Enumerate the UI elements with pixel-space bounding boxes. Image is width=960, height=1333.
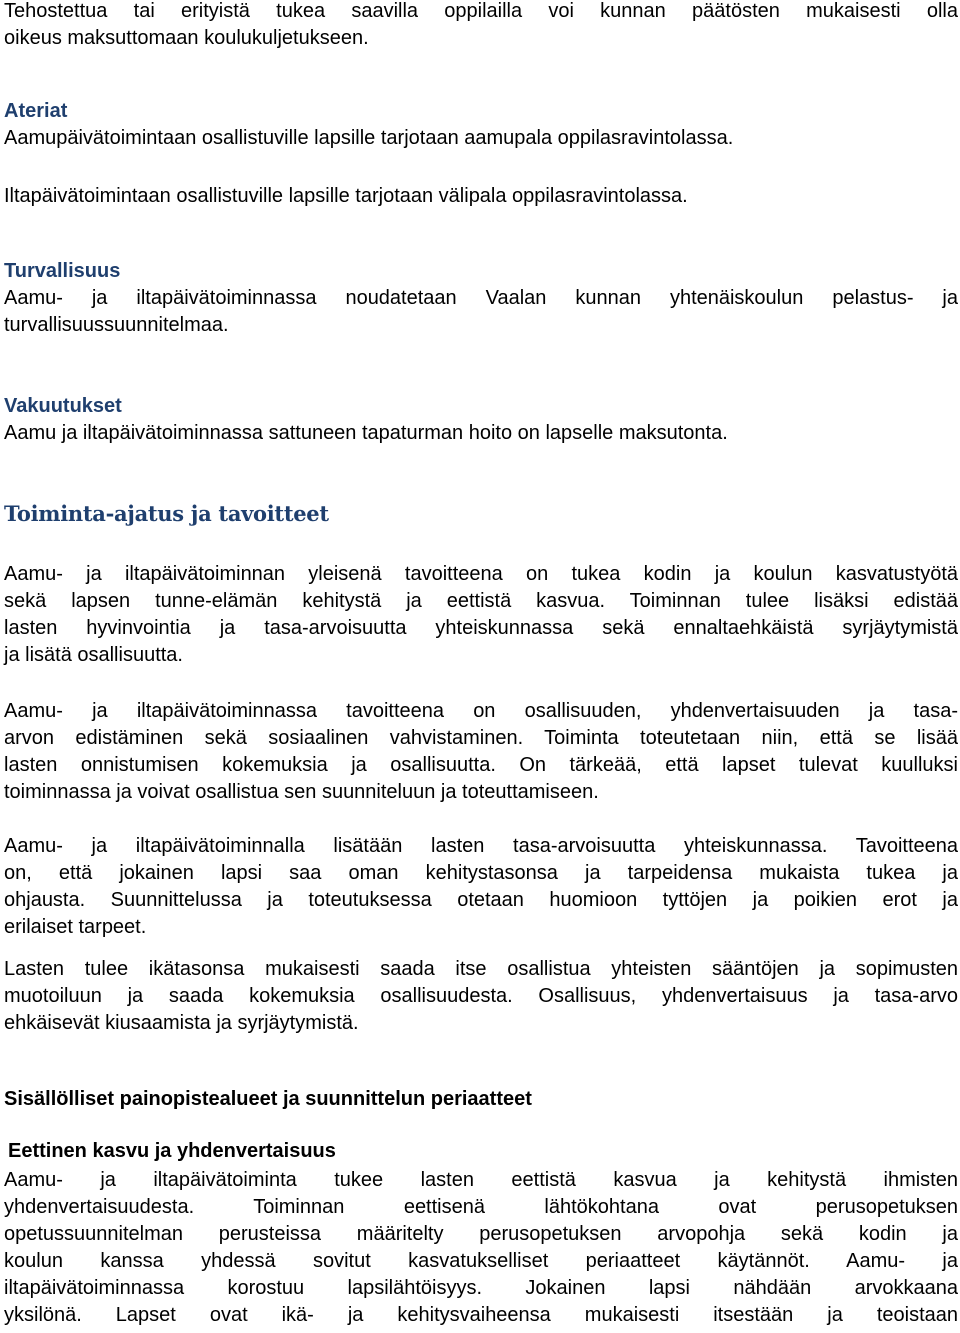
paragraph-line: on, että jokainen lapsi saa oman kehitystasonsa ja tarpeidensa mukaista tukea ja: [4, 862, 958, 884]
paragraph-line: toiminnassa ja voivat osallistua sen suunniteluun ja toteuttamiseen.: [4, 781, 599, 803]
paragraph-line: Aamu- ja iltapäivätoiminnassa tavoitteena on osallisuuden, yhdenvertaisuuden ja tasa-: [4, 700, 958, 722]
ateriat-line: Aamupäivätoimintaan osallistuville lapsille tarjotaan aamupala oppilasravintolassa.: [4, 127, 734, 149]
paragraph-line: ehkäisevät kiusaamista ja syrjäytymistä.: [4, 1012, 359, 1034]
intro-paragraph: [4, 0, 958, 52]
sisallolliset-heading-block: [4, 1086, 958, 1113]
paragraph-line: arvon edistäminen sekä sosiaalinen vahvistaminen. Toiminta toteutetaan niin, että se lisää: [4, 727, 958, 749]
intro-line: oikeus maksuttomaan koulukuljetukseen.: [4, 27, 369, 49]
ateriat-paragraph-2: [4, 183, 958, 210]
turvallisuus-line: Aamu- ja iltapäivätoiminnassa noudatetaan Vaalan kunnan yhtenäiskoulun pelastus- ja: [4, 287, 958, 309]
paragraph-line: iltapäivätoiminnassa korostuu lapsilähtöisyys. Jokainen lapsi nähdään arvokkaana: [4, 1277, 958, 1299]
paragraph-line: Aamu- ja iltapäivätoiminta tukee lasten eettistä kasvua ja kehitystä ihmisten: [4, 1169, 958, 1191]
vakuutukset-section: [4, 393, 958, 447]
paragraph-line: ja lisätä osallisuutta.: [4, 644, 183, 666]
vakuutukset-heading: Vakuutukset: [4, 395, 122, 417]
intro-line: Tehostettua tai erityistä tukea saavilla oppilailla voi kunnan päätösten mukaisesti olla: [4, 0, 958, 22]
vakuutukset-line: Aamu ja iltapäivätoiminnassa sattuneen tapaturman hoito on lapselle maksutonta.: [4, 422, 728, 444]
paragraph-line: lasten hyvinvointia ja tasa-arvoisuutta yhteiskunnassa sekä ennaltaehkäistä syrjäytymistä: [4, 617, 958, 639]
toiminta-heading: Toiminta-ajatus ja tavoitteet: [4, 501, 329, 526]
turvallisuus-heading: Turvallisuus: [4, 260, 121, 282]
toiminta-paragraph-3: [4, 833, 958, 941]
eettinen-heading-block: [4, 1138, 958, 1165]
toiminta-paragraph-1: [4, 561, 958, 669]
paragraph-line: muotoiluun ja saada kokemuksia osallisuudesta. Osallisuus, yhdenvertaisuus ja tasa-arvo: [4, 985, 958, 1007]
ateriat-line: Iltapäivätoimintaan osallistuville lapsille tarjotaan välipala oppilasravintolassa.: [4, 185, 688, 207]
eettinen-paragraph: [4, 1167, 958, 1329]
paragraph-line: yksilönä. Lapset ovat ikä- ja kehitysvaiheensa mukaisesti itsestään ja teoistaan: [4, 1304, 958, 1326]
paragraph-line: opetussuunnitelman perusteissa määritelty perusopetuksen arvopohja sekä kodin ja: [4, 1223, 958, 1245]
paragraph-line: koulun kanssa yhdessä sovitut kasvatukselliset periaatteet käytännöt. Aamu- ja: [4, 1250, 958, 1272]
paragraph-line: ohjausta. Suunnittelussa ja toteutuksessa otetaan huomioon tyttöjen ja poikien erot ja: [4, 889, 958, 911]
paragraph-line: erilaiset tarpeet.: [4, 916, 147, 938]
eettinen-heading: Eettinen kasvu ja yhdenvertaisuus: [8, 1140, 336, 1162]
ateriat-heading: Ateriat: [4, 100, 68, 122]
turvallisuus-line: turvallisuussuunnitelmaa.: [4, 314, 229, 336]
paragraph-line: Aamu- ja iltapäivätoiminnalla lisätään lasten tasa-arvoisuutta yhteiskunnassa. Tavoitteena: [4, 835, 958, 857]
paragraph-line: lasten onnistumisen kokemuksia ja osallisuutta. On tärkeää, että lapset tulevat kuulluksi: [4, 754, 958, 776]
toiminta-heading-block: [4, 500, 958, 527]
paragraph-line: yhdenvertaisuudesta. Toiminnan eettisenä lähtökohtana ovat perusopetuksen: [4, 1196, 958, 1218]
paragraph-line: Lasten tulee ikätasonsa mukaisesti saada itse osallistua yhteisten sääntöjen ja sopimusten: [4, 958, 958, 980]
sisallolliset-heading: Sisällölliset painopistealueet ja suunnittelun periaatteet: [4, 1088, 532, 1110]
toiminta-paragraph-4: [4, 956, 958, 1037]
toiminta-paragraph-2: [4, 698, 958, 806]
turvallisuus-section: [4, 258, 958, 339]
paragraph-line: Aamu- ja iltapäivätoiminnan yleisenä tavoitteena on tukea kodin ja koulun kasvatustyötä: [4, 563, 958, 585]
ateriat-section: [4, 98, 958, 152]
paragraph-line: sekä lapsen tunne-elämän kehitystä ja eettistä kasvua. Toiminnan tulee lisäksi edistää: [4, 590, 958, 612]
